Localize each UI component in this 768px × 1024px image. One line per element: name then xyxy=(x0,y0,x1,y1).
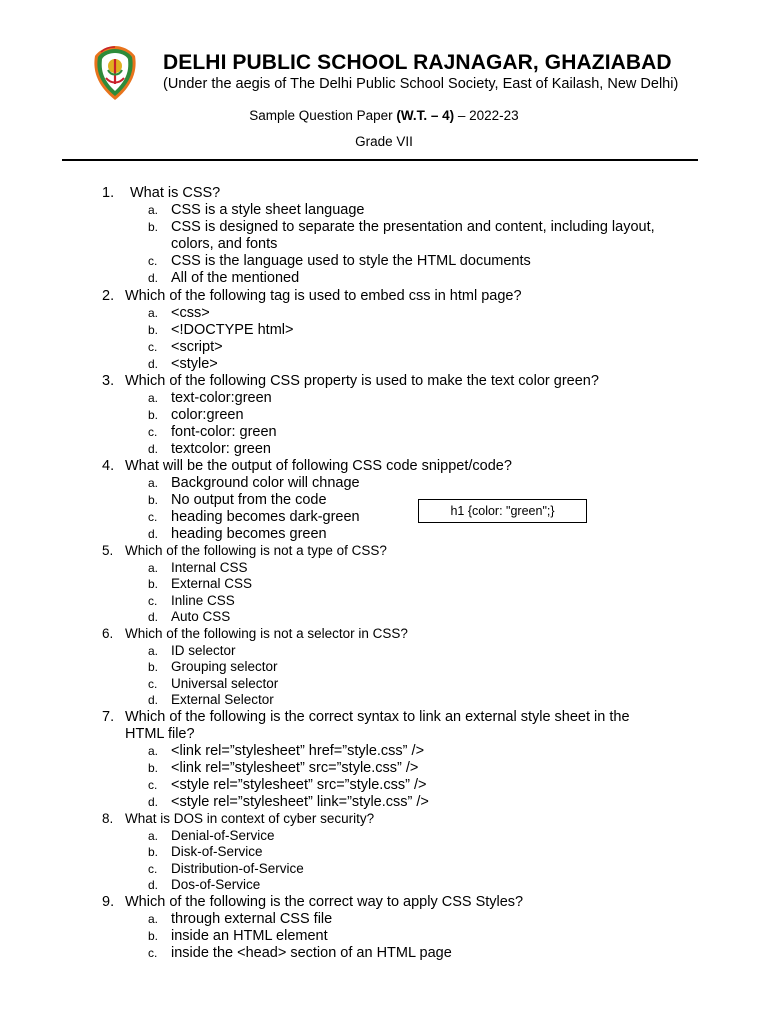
option-text: External CSS xyxy=(171,576,253,592)
option xyxy=(0,844,768,861)
question-text: What is CSS? xyxy=(130,185,221,201)
option xyxy=(0,560,768,577)
option-text: <!DOCTYPE html> xyxy=(171,322,294,338)
option xyxy=(0,794,768,811)
option-text: No output from the code xyxy=(171,492,327,508)
option-letter: d. xyxy=(148,693,159,708)
option-letter: a. xyxy=(148,560,159,575)
code-snippet-box: h1 {color: "green";} xyxy=(418,499,587,523)
question-text: Which of the following is the correct way to apply CSS Styles? xyxy=(125,893,524,910)
option-text: textcolor: green xyxy=(171,441,271,457)
option-text: Background color will chnage xyxy=(171,475,360,491)
option-letter: c. xyxy=(148,945,158,960)
option-text: Auto CSS xyxy=(171,609,231,625)
option-text: <link rel=”stylesheet” src=”style.css” /> xyxy=(171,759,419,776)
option-letter: d. xyxy=(148,271,159,285)
school-crest-icon xyxy=(91,44,139,102)
question-text: Which of the following is the correct syntax to link an external style sheet in the HTML file? xyxy=(125,708,630,742)
grade-label: Grade VII xyxy=(355,134,413,149)
option xyxy=(0,270,768,287)
option xyxy=(0,253,768,270)
question-number: 7. xyxy=(102,708,115,725)
option-letter: b. xyxy=(148,577,159,592)
options-list xyxy=(0,743,768,811)
question-1 xyxy=(0,185,768,287)
question-list xyxy=(0,185,768,962)
paper-code: (W.T. – 4) xyxy=(396,108,455,123)
option xyxy=(0,526,768,543)
question-9 xyxy=(0,894,768,962)
options-list xyxy=(0,643,768,709)
options-list xyxy=(0,911,768,962)
option-letter: a. xyxy=(148,911,159,926)
option xyxy=(0,659,768,676)
option-text: CSS is the language used to style the HTML documents xyxy=(171,253,531,269)
option-letter: c. xyxy=(148,254,158,268)
option-text: <script> xyxy=(171,339,223,355)
option-text: heading becomes dark-green xyxy=(171,509,360,525)
option xyxy=(0,877,768,894)
option-text: Inline CSS xyxy=(171,592,235,608)
option xyxy=(0,643,768,660)
option xyxy=(0,407,768,424)
option-letter: c. xyxy=(148,777,158,792)
option-letter: b. xyxy=(148,408,159,422)
question-number: 6. xyxy=(102,625,114,641)
option xyxy=(0,945,768,962)
option-text: color:green xyxy=(171,407,244,423)
option-letter: b. xyxy=(148,220,159,234)
option-text: font-color: green xyxy=(171,424,277,440)
option-text: inside the <head> section of an HTML page xyxy=(171,944,452,961)
option-text: Universal selector xyxy=(171,675,279,691)
option-letter: a. xyxy=(148,828,159,843)
option-text: Disk-of-Service xyxy=(171,844,263,860)
option xyxy=(0,692,768,709)
question-number: 2. xyxy=(102,288,115,304)
option-letter: d. xyxy=(148,527,159,541)
option xyxy=(0,576,768,593)
option xyxy=(0,492,768,509)
question-number: 8. xyxy=(102,810,114,826)
question-number: 5. xyxy=(102,543,114,558)
option-letter: b. xyxy=(148,760,159,775)
question-text: Which of the following is not a type of CSS? xyxy=(125,543,387,558)
option-letter: b. xyxy=(148,493,159,507)
option-letter: d. xyxy=(148,794,159,809)
option-letter: b. xyxy=(148,323,159,337)
option-text: Grouping selector xyxy=(171,659,278,675)
option-text: External Selector xyxy=(171,692,274,708)
option-text: Dos-of-Service xyxy=(171,877,261,893)
option xyxy=(0,356,768,373)
option-text: <link rel=”stylesheet” href=”style.css” /> xyxy=(171,742,425,759)
option-letter: d. xyxy=(148,878,159,893)
options-list xyxy=(0,475,768,543)
question-6 xyxy=(0,626,768,709)
option xyxy=(0,339,768,356)
question-2 xyxy=(0,288,768,373)
option-text: Distribution-of-Service xyxy=(171,860,304,876)
paper-prefix: Sample Question Paper xyxy=(249,108,397,123)
option-letter: c. xyxy=(148,510,158,524)
option-text: <style rel=”stylesheet” src=”style.css” /> xyxy=(171,776,427,793)
option-letter: b. xyxy=(148,660,159,675)
option xyxy=(0,475,768,492)
question-text: Which of the following tag is used to embed css in html page? xyxy=(125,288,522,304)
options-list xyxy=(0,828,768,894)
option-text: CSS is designed to separate the presentation and content, including layout, colors, and fonts xyxy=(171,219,655,252)
option-text: <style> xyxy=(171,356,218,372)
header-divider xyxy=(62,159,698,161)
school-subtitle: (Under the aegis of The Delhi Public School Society, East of Kailash, New Delhi) xyxy=(163,76,679,92)
question-7 xyxy=(0,709,768,811)
school-name: DELHI PUBLIC SCHOOL RAJNAGAR, GHAZIABAD xyxy=(163,51,672,74)
option xyxy=(0,509,768,526)
option-letter: a. xyxy=(148,476,159,490)
option-text: ID selector xyxy=(171,642,236,658)
question-4 xyxy=(0,458,768,543)
option-letter: c. xyxy=(148,861,158,876)
options-list xyxy=(0,390,768,458)
option-letter: d. xyxy=(148,357,159,371)
question-text: Which of the following CSS property is used to make the text color green? xyxy=(125,373,599,389)
option-text: inside an HTML element xyxy=(171,927,328,944)
option xyxy=(0,760,768,777)
option-letter: a. xyxy=(148,391,159,405)
options-list xyxy=(0,202,768,287)
question-text: Which of the following is not a selector in CSS? xyxy=(125,625,408,641)
option xyxy=(0,424,768,441)
option-text: Denial-of-Service xyxy=(171,827,275,843)
option-letter: a. xyxy=(148,643,159,658)
option xyxy=(0,777,768,794)
question-number: 3. xyxy=(102,373,115,389)
option-letter: d. xyxy=(148,610,159,625)
option xyxy=(0,828,768,845)
option-text: Internal CSS xyxy=(171,559,248,575)
option xyxy=(0,441,768,458)
option xyxy=(0,219,768,253)
paper-title xyxy=(0,108,768,123)
option-letter: c. xyxy=(148,593,158,608)
question-text: What will be the output of following CSS code snippet/code? xyxy=(125,458,512,474)
paper-suffix: – 2022-23 xyxy=(454,108,519,123)
option-letter: c. xyxy=(148,425,158,439)
option-letter: b. xyxy=(148,928,159,943)
option xyxy=(0,911,768,928)
option-text: <css> xyxy=(171,305,210,321)
question-number: 1. xyxy=(102,185,115,201)
option-letter: b. xyxy=(148,845,159,860)
option xyxy=(0,322,768,339)
option xyxy=(0,593,768,610)
question-number: 4. xyxy=(102,458,115,474)
option-letter: c. xyxy=(148,676,158,691)
option xyxy=(0,390,768,407)
question-3 xyxy=(0,373,768,458)
option xyxy=(0,861,768,878)
option-text: through external CSS file xyxy=(171,910,333,927)
option-text: CSS is a style sheet language xyxy=(171,202,365,218)
option xyxy=(0,743,768,760)
option-text: heading becomes green xyxy=(171,526,327,542)
option-letter: a. xyxy=(148,306,159,320)
options-list xyxy=(0,305,768,373)
option-text: text-color:green xyxy=(171,390,272,406)
question-number: 9. xyxy=(102,893,115,910)
option-letter: a. xyxy=(148,203,159,217)
option-text: All of the mentioned xyxy=(171,270,300,286)
option xyxy=(0,202,768,219)
option-letter: a. xyxy=(148,743,159,758)
option-text: <style rel=”stylesheet” link=”style.css” /> xyxy=(171,793,429,810)
option xyxy=(0,928,768,945)
question-5 xyxy=(0,543,768,626)
options-list xyxy=(0,560,768,626)
question-text: What is DOS in context of cyber security? xyxy=(125,810,375,826)
option xyxy=(0,305,768,322)
option-letter: d. xyxy=(148,442,159,456)
option xyxy=(0,676,768,693)
option-letter: c. xyxy=(148,340,158,354)
question-8 xyxy=(0,811,768,894)
option xyxy=(0,609,768,626)
